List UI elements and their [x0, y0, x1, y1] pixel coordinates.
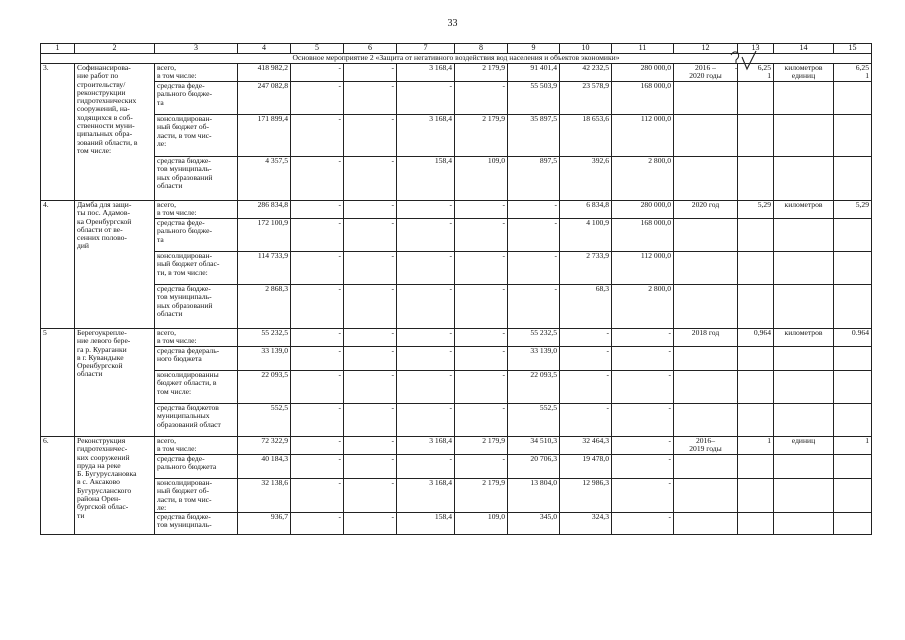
amount-cell: -	[455, 201, 508, 219]
funding-source-cell: средства бюдже- тов муниципаль- ных образований области	[155, 157, 238, 201]
amount-cell: 3 168,4	[397, 479, 455, 513]
empty-cell	[738, 115, 774, 157]
empty-cell	[834, 513, 872, 535]
amount-cell: -	[612, 479, 674, 513]
empty-cell	[774, 157, 834, 201]
amount-cell: 33 139,0	[508, 347, 560, 371]
empty-cell	[834, 371, 872, 404]
funding-source-cell: консолидирован- ный бюджет об- ласти, в том чис- ле:	[155, 115, 238, 157]
amount-cell: -	[455, 371, 508, 404]
amount-cell: -	[508, 285, 560, 329]
empty-cell	[738, 285, 774, 329]
empty-cell	[774, 252, 834, 285]
amount-cell: 158,4	[397, 513, 455, 535]
amount-cell: -	[344, 437, 397, 455]
funding-source-cell: консолидирован- ный бюджет об- ласти, в том чис- ле:	[155, 479, 238, 513]
empty-cell	[738, 479, 774, 513]
amount-cell: -	[344, 115, 397, 157]
amount-cell: 2 179,9	[455, 115, 508, 157]
amount-cell: -	[344, 219, 397, 252]
amount-cell: -	[612, 404, 674, 437]
amount-cell: -	[455, 329, 508, 347]
amount-cell: -	[397, 252, 455, 285]
indicator-value-cell: 6,25 1	[738, 64, 774, 82]
amount-cell: 552,5	[238, 404, 291, 437]
amount-cell: -	[344, 201, 397, 219]
empty-cell	[738, 371, 774, 404]
amount-cell: -	[344, 64, 397, 82]
amount-cell: 112 000,0	[612, 252, 674, 285]
table-row	[41, 82, 872, 115]
empty-cell	[674, 513, 738, 535]
indicator-total-cell: 0.964	[834, 329, 872, 347]
amount-cell: -	[455, 219, 508, 252]
empty-cell	[674, 219, 738, 252]
amount-cell: 91 401,4	[508, 64, 560, 82]
amount-cell: -	[344, 329, 397, 347]
empty-cell	[738, 404, 774, 437]
amount-cell: 171 899,4	[238, 115, 291, 157]
amount-cell: -	[560, 329, 612, 347]
amount-cell: -	[291, 404, 344, 437]
object-name-cell: Софинансирова- ние работ по строительству/ реконструкции гидротехнических сооружений, на- ходящихся в соб- ственности муни- ципальных обра- зований области, в том числе:	[75, 64, 155, 201]
amount-cell: -	[344, 371, 397, 404]
amount-cell: -	[612, 455, 674, 479]
amount-cell: 34 510,3	[508, 437, 560, 455]
amount-cell: -	[291, 347, 344, 371]
amount-cell: -	[397, 404, 455, 437]
amount-cell: -	[560, 371, 612, 404]
amount-cell: -	[344, 479, 397, 513]
amount-cell: 19 478,0	[560, 455, 612, 479]
period-cell: 2018 год	[674, 329, 738, 347]
amount-cell: -	[344, 252, 397, 285]
empty-cell	[674, 157, 738, 201]
budget-table	[40, 43, 872, 535]
amount-cell: -	[455, 404, 508, 437]
funding-source-cell: средства федераль- ного бюджета	[155, 347, 238, 371]
amount-cell: -	[344, 404, 397, 437]
indicator-value-cell: 1	[738, 437, 774, 455]
empty-cell	[834, 252, 872, 285]
amount-cell: -	[612, 371, 674, 404]
amount-cell: -	[291, 479, 344, 513]
amount-cell: 345,0	[508, 513, 560, 535]
amount-cell: -	[455, 455, 508, 479]
table-row	[41, 157, 872, 201]
header-cell: 5	[291, 44, 344, 54]
amount-cell: -	[344, 513, 397, 535]
amount-cell: -	[560, 404, 612, 437]
amount-cell: 23 578,9	[560, 82, 612, 115]
empty-cell	[674, 347, 738, 371]
amount-cell: -	[397, 201, 455, 219]
amount-cell: 42 232,5	[560, 64, 612, 82]
amount-cell: -	[291, 157, 344, 201]
empty-cell	[774, 347, 834, 371]
empty-cell	[834, 157, 872, 201]
amount-cell: -	[344, 347, 397, 371]
amount-cell: 72 322,9	[238, 437, 291, 455]
row-number-cell: 5	[41, 329, 75, 437]
amount-cell: 418 982,2	[238, 64, 291, 82]
header-cell: 9	[508, 44, 560, 54]
amount-cell: 22 093,5	[238, 371, 291, 404]
header-cell: 10	[560, 44, 612, 54]
header-row	[41, 44, 872, 54]
indicator-total-cell: 6,25 1	[834, 64, 872, 82]
empty-cell	[834, 82, 872, 115]
amount-cell: -	[397, 219, 455, 252]
amount-cell: 32 464,3	[560, 437, 612, 455]
header-cell: 6	[344, 44, 397, 54]
amount-cell: -	[291, 219, 344, 252]
amount-cell: -	[455, 82, 508, 115]
empty-cell	[738, 347, 774, 371]
amount-cell: -	[291, 329, 344, 347]
amount-cell: 55 503,9	[508, 82, 560, 115]
amount-cell: 13 804,0	[508, 479, 560, 513]
amount-cell: 112 000,0	[612, 115, 674, 157]
funding-source-cell: средства бюдже- тов муниципаль-	[155, 513, 238, 535]
empty-cell	[774, 371, 834, 404]
empty-cell	[834, 285, 872, 329]
amount-cell: -	[455, 347, 508, 371]
header-cell: 2	[75, 44, 155, 54]
table-row	[41, 252, 872, 285]
table-row	[41, 455, 872, 479]
empty-cell	[774, 219, 834, 252]
empty-cell	[738, 252, 774, 285]
amount-cell: 936,7	[238, 513, 291, 535]
table-row	[41, 371, 872, 404]
funding-source-cell: консолидирован- ный бюджет облас- ти, в том числе:	[155, 252, 238, 285]
amount-cell: 2 733,9	[560, 252, 612, 285]
table-row	[41, 64, 872, 82]
table-row	[41, 329, 872, 347]
table-row	[41, 404, 872, 437]
amount-cell: 55 232,5	[238, 329, 291, 347]
header-cell: 7	[397, 44, 455, 54]
empty-cell	[774, 513, 834, 535]
table-row	[41, 219, 872, 252]
amount-cell: -	[291, 115, 344, 157]
amount-cell: 2 179,9	[455, 479, 508, 513]
funding-source-cell: всего, в том числе:	[155, 201, 238, 219]
amount-cell: -	[291, 437, 344, 455]
amount-cell: 2 179,9	[455, 437, 508, 455]
amount-cell: 109,0	[455, 513, 508, 535]
funding-source-cell: всего, в том числе:	[155, 329, 238, 347]
header-cell: 15	[834, 44, 872, 54]
amount-cell: 32 138,6	[238, 479, 291, 513]
amount-cell: 552,5	[508, 404, 560, 437]
amount-cell: -	[397, 347, 455, 371]
amount-cell: 4 357,5	[238, 157, 291, 201]
amount-cell: 40 184,3	[238, 455, 291, 479]
amount-cell: 280 000,0	[612, 64, 674, 82]
amount-cell: 324,3	[560, 513, 612, 535]
header-cell: 12	[674, 44, 738, 54]
amount-cell: 4 100,9	[560, 219, 612, 252]
amount-cell: -	[508, 252, 560, 285]
indicator-total-cell: 5,29	[834, 201, 872, 219]
amount-cell: -	[344, 455, 397, 479]
amount-cell: 18 653,6	[560, 115, 612, 157]
empty-cell	[674, 252, 738, 285]
unit-cell: километров	[774, 329, 834, 347]
amount-cell: -	[291, 513, 344, 535]
empty-cell	[774, 479, 834, 513]
unit-cell: километров единиц	[774, 64, 834, 82]
amount-cell: 3 168,4	[397, 437, 455, 455]
object-name-cell: Берегоукрепле- ние левого бере- га р. Кураганки в г. Кувандыке Оренбургской области	[75, 329, 155, 437]
header-cell: 3	[155, 44, 238, 54]
amount-cell: -	[508, 201, 560, 219]
header-cell: 13	[738, 44, 774, 54]
section-row	[41, 54, 872, 64]
amount-cell: -	[291, 201, 344, 219]
funding-source-cell: средства феде- рального бюджета	[155, 455, 238, 479]
amount-cell: 3 168,4	[397, 64, 455, 82]
object-name-cell: Дамба для защи- ты пос. Адамов- ка Оренбургской области от ве- сенних полово- дий	[75, 201, 155, 329]
empty-cell	[674, 115, 738, 157]
table-row	[41, 115, 872, 157]
amount-cell: 2 800,0	[612, 285, 674, 329]
amount-cell: 247 082,8	[238, 82, 291, 115]
amount-cell: 172 100,9	[238, 219, 291, 252]
amount-cell: -	[455, 252, 508, 285]
empty-cell	[738, 219, 774, 252]
table-row	[41, 347, 872, 371]
amount-cell: 109,0	[455, 157, 508, 201]
amount-cell: 12 986,3	[560, 479, 612, 513]
amount-cell: 2 868,3	[238, 285, 291, 329]
amount-cell: 158,4	[397, 157, 455, 201]
empty-cell	[674, 455, 738, 479]
unit-cell: единиц	[774, 437, 834, 455]
funding-source-cell: средства бюджетов муниципальных образований област	[155, 404, 238, 437]
empty-cell	[834, 219, 872, 252]
row-number-cell: 4.	[41, 201, 75, 329]
amount-cell: 2 800,0	[612, 157, 674, 201]
empty-cell	[774, 285, 834, 329]
amount-cell: 280 000,0	[612, 201, 674, 219]
row-number-cell: 6.	[41, 437, 75, 535]
table-row	[41, 437, 872, 455]
table-row	[41, 479, 872, 513]
amount-cell: 55 232,5	[508, 329, 560, 347]
period-cell: 2016 – 2020 годы	[674, 64, 738, 82]
empty-cell	[674, 371, 738, 404]
amount-cell: 22 093,5	[508, 371, 560, 404]
empty-cell	[738, 513, 774, 535]
amount-cell: 68,3	[560, 285, 612, 329]
indicator-value-cell: 0,964	[738, 329, 774, 347]
amount-cell: -	[612, 437, 674, 455]
amount-cell: 168 000,0	[612, 82, 674, 115]
amount-cell: 286 834,8	[238, 201, 291, 219]
table-row	[41, 285, 872, 329]
amount-cell: -	[291, 285, 344, 329]
amount-cell: -	[291, 455, 344, 479]
amount-cell: 168 000,0	[612, 219, 674, 252]
funding-source-cell: средства феде- рального бюдже- та	[155, 82, 238, 115]
funding-source-cell: всего, в том числе:	[155, 64, 238, 82]
amount-cell: -	[344, 285, 397, 329]
table-row	[41, 513, 872, 535]
amount-cell: -	[612, 329, 674, 347]
funding-source-cell: всего, в том числе:	[155, 437, 238, 455]
amount-cell: 392,6	[560, 157, 612, 201]
header-cell: 14	[774, 44, 834, 54]
period-cell: 2020 год	[674, 201, 738, 219]
amount-cell: -	[397, 329, 455, 347]
amount-cell: -	[397, 82, 455, 115]
header-cell: 8	[455, 44, 508, 54]
amount-cell: 33 139,0	[238, 347, 291, 371]
empty-cell	[774, 404, 834, 437]
empty-cell	[738, 157, 774, 201]
object-name-cell: Реконструкция гидротехничес- ких сооружений пруда на реке Б. Бугуруслановка в с. Аксаково Бугурусланского района Орен- бургской облас- ти	[75, 437, 155, 535]
amount-cell: 20 706,3	[508, 455, 560, 479]
empty-cell	[738, 455, 774, 479]
empty-cell	[834, 347, 872, 371]
unit-cell: километров	[774, 201, 834, 219]
amount-cell: 6 834,8	[560, 201, 612, 219]
funding-source-cell: средства феде- рального бюдже- та	[155, 219, 238, 252]
empty-cell	[774, 115, 834, 157]
header-cell: 4	[238, 44, 291, 54]
amount-cell: -	[291, 82, 344, 115]
period-cell: 2016– 2019 годы	[674, 437, 738, 455]
amount-cell: -	[612, 347, 674, 371]
amount-cell: -	[344, 82, 397, 115]
empty-cell	[674, 404, 738, 437]
amount-cell: -	[455, 285, 508, 329]
funding-source-cell: средства бюдже- тов муниципаль- ных образований области	[155, 285, 238, 329]
amount-cell: -	[397, 285, 455, 329]
amount-cell: -	[291, 252, 344, 285]
empty-cell	[674, 82, 738, 115]
amount-cell: -	[397, 371, 455, 404]
empty-cell	[834, 404, 872, 437]
amount-cell: -	[508, 219, 560, 252]
amount-cell: -	[397, 455, 455, 479]
amount-cell: 35 897,5	[508, 115, 560, 157]
page-number: 33	[447, 18, 458, 29]
empty-cell	[774, 82, 834, 115]
amount-cell: 897,5	[508, 157, 560, 201]
empty-cell	[738, 82, 774, 115]
empty-cell	[774, 455, 834, 479]
indicator-total-cell: 1	[834, 437, 872, 455]
amount-cell: -	[612, 513, 674, 535]
empty-cell	[674, 479, 738, 513]
table-row	[41, 201, 872, 219]
amount-cell: 2 179,9	[455, 64, 508, 82]
header-cell: 1	[41, 44, 75, 54]
header-cell: 11	[612, 44, 674, 54]
section-title: Основное мероприятие 2 «Защита от негативного воздействия вод населения и объектов экономики»	[41, 54, 872, 64]
empty-cell	[834, 455, 872, 479]
amount-cell: 3 168,4	[397, 115, 455, 157]
indicator-value-cell: 5,29	[738, 201, 774, 219]
row-number-cell: 3.	[41, 64, 75, 201]
amount-cell: -	[291, 64, 344, 82]
empty-cell	[674, 285, 738, 329]
amount-cell: -	[291, 371, 344, 404]
amount-cell: 114 733,9	[238, 252, 291, 285]
funding-source-cell: консолидированны бюджет области, в том числе:	[155, 371, 238, 404]
empty-cell	[834, 479, 872, 513]
amount-cell: -	[560, 347, 612, 371]
empty-cell	[834, 115, 872, 157]
amount-cell: -	[344, 157, 397, 201]
